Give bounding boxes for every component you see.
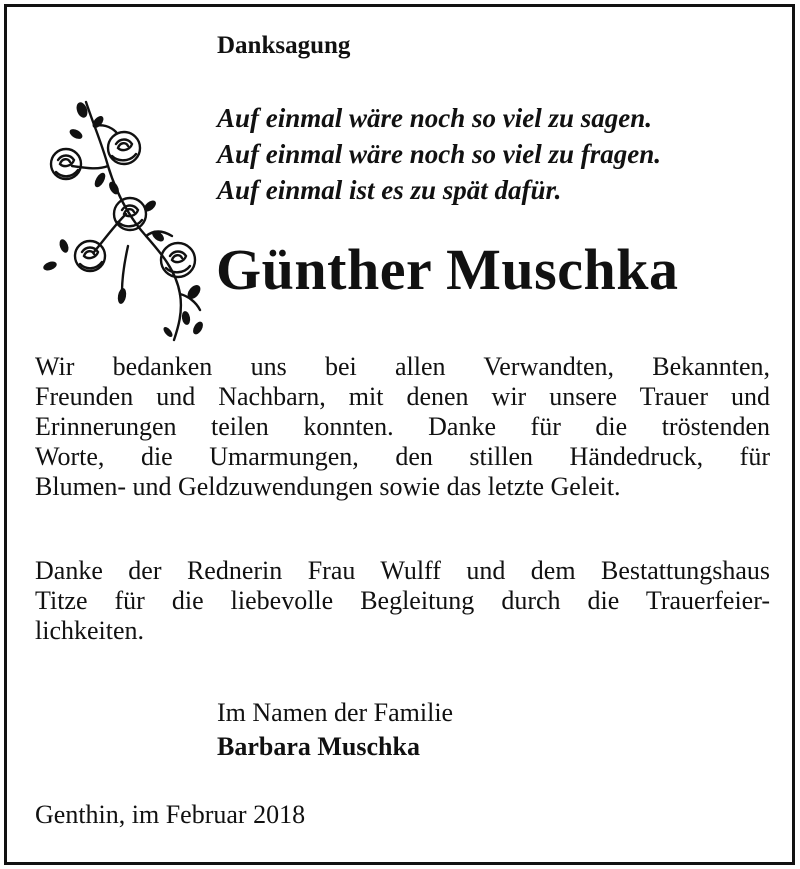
poem-line: Auf einmal wäre noch so viel zu fragen. [217,139,662,169]
paragraph-line: lichkeiten. [35,616,145,645]
paragraph-line: Danke der Rednerin Frau Wulff und dem Bestattungshaus [35,556,770,585]
thanks-paragraph [35,352,770,502]
deceased-name: Günther Muschka [216,237,679,302]
signoff-intro: Im Namen der Familie [217,698,454,727]
paragraph-line: Titze für die liebevolle Begleitung durch die Trauerfeier- [35,586,770,615]
paragraph-line: Blumen- und Geldzuwendungen sowie das letzte Geleit. [35,472,621,501]
poem [217,100,661,208]
signoff [217,696,453,764]
place-date: Genthin, im Februar 2018 [35,800,306,829]
paragraph-line: Worte, die Umarmungen, den stillen Händedruck, für [35,442,770,471]
notice-heading: Danksagung [217,32,351,59]
paragraph-line: Erinnerungen teilen konnten. Danke für die tröstenden [35,412,770,441]
poem-line: Auf einmal wäre noch so viel zu sagen. [217,103,653,133]
paragraph-line: Wir bedanken uns bei allen Verwandten, Bekannten, [35,352,770,381]
signoff-name: Barbara Muschka [217,732,420,761]
paragraph-line: Freunden und Nachbarn, mit denen wir unsere Trauer und [35,382,770,411]
speaker-thanks-paragraph [35,556,770,646]
roses-icon [28,96,218,346]
poem-line: Auf einmal ist es zu spät dafür. [217,175,562,205]
